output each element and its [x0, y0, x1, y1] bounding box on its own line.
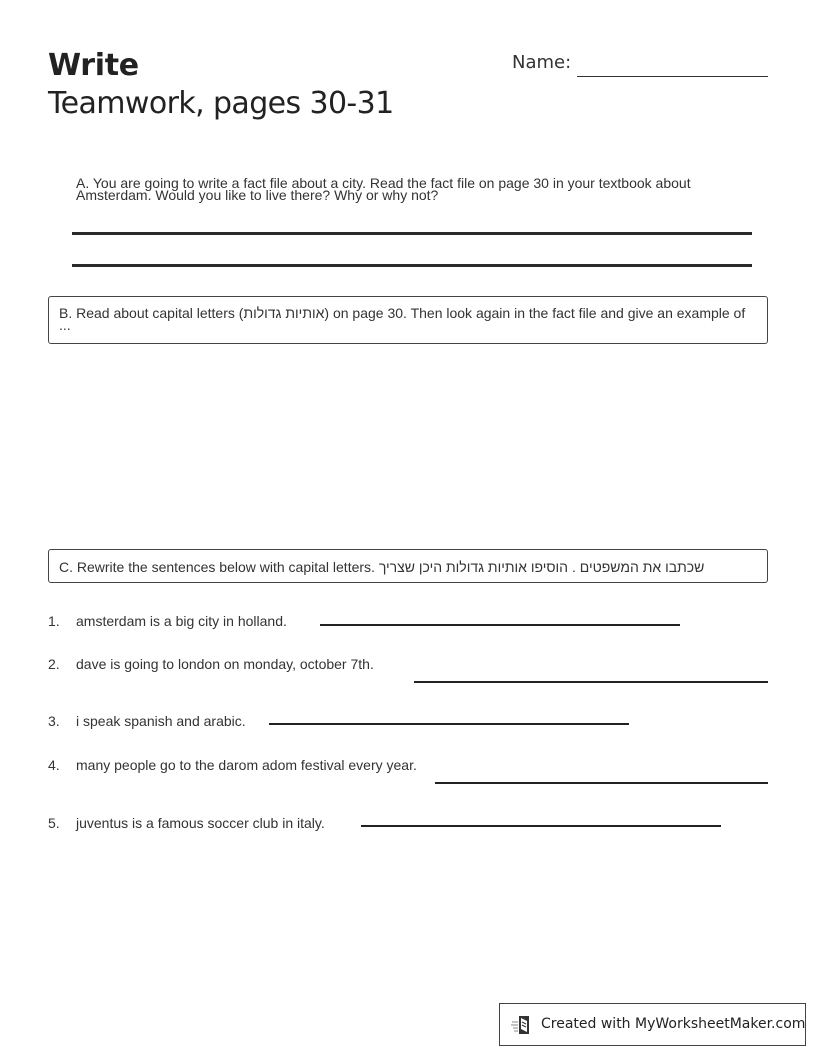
worksheet-title: Write	[48, 48, 139, 83]
section-a-answer-line-1[interactable]	[72, 232, 752, 235]
section-a-answer-line-2[interactable]	[72, 264, 752, 267]
footer-credit-box	[499, 1003, 806, 1046]
item-4-number: 4.	[48, 757, 60, 773]
section-c-box	[48, 549, 768, 583]
item-4-text: many people go to the darom adom festival every year.	[76, 757, 417, 773]
section-c-prompt: C. Rewrite the sentences below with capital letters. שכתבו את המשפטים . הוסיפו אותיות גדולות היכן שצריך	[59, 559, 705, 575]
section-a-prompt: A. You are going to write a fact file about a city. Read the fact file on page 30 in your textbook about Amsterdam. Would you like to live there? Why or why not?	[76, 175, 691, 203]
item-3-number: 3.	[48, 713, 60, 729]
footer-credit-text: Created with MyWorksheetMaker.com	[541, 1016, 806, 1032]
name-field-line[interactable]	[577, 76, 768, 77]
item-5-text: juventus is a famous soccer club in italy.	[76, 815, 325, 831]
worksheet-subtitle: Teamwork, pages 30-31	[48, 86, 394, 121]
section-b-answer-area[interactable]	[48, 350, 768, 540]
item-5-number: 5.	[48, 815, 60, 831]
worksheet-maker-logo-icon	[511, 1014, 533, 1036]
item-3-answer-line[interactable]	[269, 723, 629, 725]
item-2-number: 2.	[48, 656, 60, 672]
section-b-prompt: B. Read about capital letters (אותיות גדולות) on page 30. Then look again in the fact file and give an example of ...	[59, 305, 746, 333]
item-1-answer-line[interactable]	[320, 624, 680, 626]
item-2-text: dave is going to london on monday, october 7th.	[76, 656, 374, 672]
item-2-answer-line[interactable]	[414, 681, 768, 683]
item-1-text: amsterdam is a big city in holland.	[76, 613, 287, 629]
item-5-answer-line[interactable]	[361, 825, 721, 827]
item-4-answer-line[interactable]	[435, 782, 768, 784]
item-1-number: 1.	[48, 613, 60, 629]
section-b-box	[48, 296, 768, 344]
name-label: Name:	[512, 52, 572, 73]
item-3-text: i speak spanish and arabic.	[76, 713, 246, 729]
